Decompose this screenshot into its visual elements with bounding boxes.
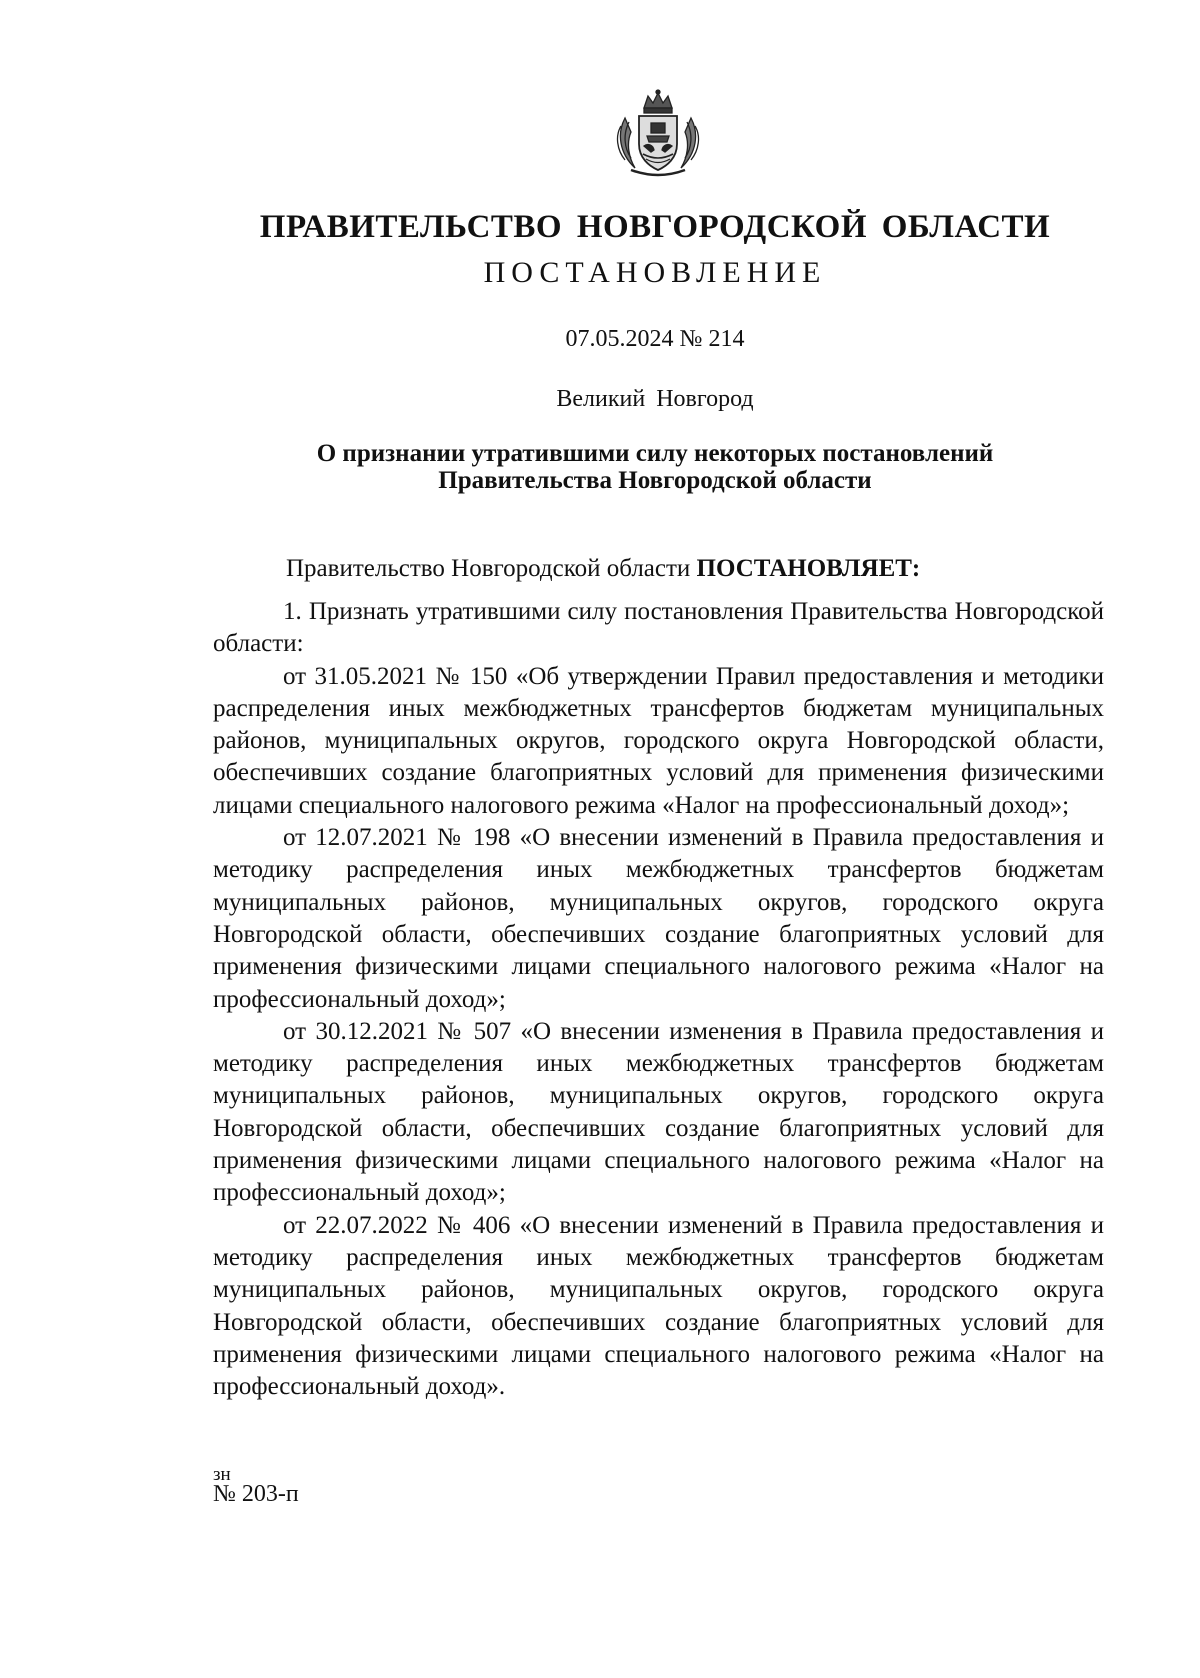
paragraph-repealed-406: от 22.07.2022 № 406 «О внесении изменений в Правила предоставления и методику распределения иных межбюджетных трансфертов бюджетам муниципальных районов, муниципальных округов, городского округа Новгородской области, обеспечивших создание благоприятных условий для применения физическими лицами специального налогового режима «Налог на профессиональный доход».: [213, 1211, 1104, 1401]
paragraph-repealed-198: от 12.07.2021 № 198 «О внесении изменений в Правила предоставления и методику распределения иных межбюджетных трансфертов бюджетам муниципальных районов, муниципальных округов, городского округа Новгородской области, обеспечивших создание благоприятных условий для применения физическими лицами специального налогового режима «Налог на профессиональный доход»;: [213, 824, 1104, 1013]
heading-line-1: О признании утратившими силу некоторых постановлений: [316, 440, 994, 467]
document-heading: [0, 440, 1200, 494]
paragraph-item-1: 1. Признать утратившими силу постановления Правительства Новгородской области:: [213, 598, 1104, 658]
footer-number: № 203-п: [213, 1481, 299, 1507]
footer-code: зн: [213, 1464, 231, 1485]
paragraph-repealed-507: от 30.12.2021 № 507 «О внесении изменения в Правила предоставления и методику распределения иных межбюджетных трансфертов бюджетам муниципальных районов, муниципальных округов, городского округа Новгородской области, обеспечивших создание благоприятных условий для применения физическими лицами специального налогового режима «Налог на профессиональный доход»;: [213, 1017, 1104, 1207]
document-body: [213, 596, 1104, 1403]
resolution-intro: [286, 555, 920, 583]
organization-title: ПРАВИТЕЛЬСТВО НОВГОРОДСКОЙ ОБЛАСТИ: [259, 209, 1051, 245]
heading-line-2: Правительства Новгородской области: [438, 467, 872, 494]
paragraph-repealed-150: от 31.05.2021 № 150 «Об утверждении Правил предоставления и методики распределения иных межбюджетных трансфертов бюджетам муниципальных районов, муниципальных округов, городского округа Новгородской области, обеспечивших создание благоприятных условий для применения физическими лицами специального налогового режима «Налог на профессиональный доход»;: [213, 662, 1104, 819]
document-date-number: 07.05.2024 № 214: [565, 326, 745, 352]
coat-of-arms-emblem: [613, 88, 703, 180]
document-city: Великий Новгород: [556, 386, 754, 412]
intro-text: Правительство Новгородской области: [286, 555, 697, 582]
intro-emphasis: ПОСТАНОВЛЯЕТ:: [696, 555, 921, 582]
document-type: ПОСТАНОВЛЕНИЕ: [483, 256, 827, 289]
